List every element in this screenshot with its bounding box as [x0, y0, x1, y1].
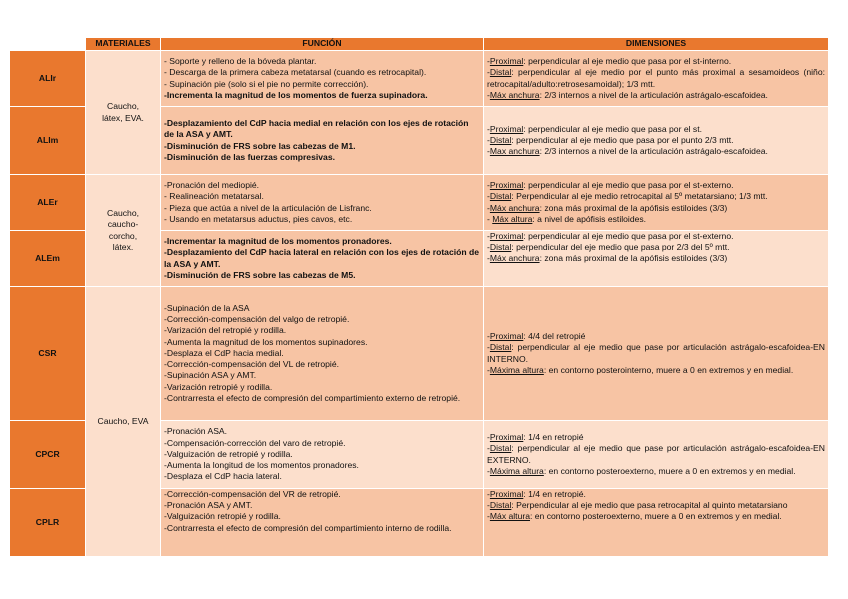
materials-cell — [86, 175, 161, 287]
function-cell — [161, 175, 484, 231]
dimension-line: -Distal: perpendicular al eje medio por el punto más proximal a sesamoideos (niño: retrocapital/adulto:retrosesamoidal); 1/3 mtt. — [487, 67, 825, 89]
function-line: -Desplazamiento del CdP hacia lateral en relación con los ejes de rotación de la ASA y AMT. — [164, 247, 480, 269]
function-line: - Soporte y relleno de la bóveda plantar. — [164, 56, 317, 67]
material-line: Caucho, EVA — [97, 415, 149, 426]
orthosis-table — [9, 37, 829, 557]
function-cell — [161, 489, 484, 557]
table-row-csr — [10, 287, 829, 421]
dimension-line: -Proximal: perpendicular al eje medio que pasa por el st-interno. — [487, 56, 732, 67]
header-row — [10, 38, 829, 51]
dimension-line: -Máxima altura: en contorno posteroexterno, muere a 0 en extremos y en medial. — [487, 465, 796, 476]
dimension-line: - Máx altura: a nivel de apófisis estiloides. — [487, 213, 647, 224]
function-line: - Descarga de la primera cabeza metatarsal (cuando es retrocapital). — [164, 67, 427, 78]
dimension-line: -Proximal: 1/4 en retropié — [487, 432, 584, 443]
dimension-line: -Max anchura: 2/3 internos a nivel de la articulación astrágalo-escafoidea. — [487, 146, 768, 157]
dimension-line: -Máx anchura: zona más proximal de la apófisis estiloides (3/3) — [487, 202, 728, 213]
function-line: -Desplaza el CdP hacia medial. — [164, 347, 284, 358]
dimension-line: -Máx anchura: 2/3 internos a nivel de la articulación astrágalo-escafoidea. — [487, 89, 768, 100]
dimension-line: -Distal: perpendicular al eje medio que pase por articulación astrágalo-escafoidea-EN EXTERNO. — [487, 443, 825, 465]
function-line: -Aumenta la longitud de los momentos pronadores. — [164, 460, 359, 471]
function-line: - Supinación pie (solo si el pie no permite corrección). — [164, 78, 369, 89]
row-code: CPCR — [10, 421, 86, 489]
material-line: caucho- — [107, 219, 139, 230]
function-line: - Usando en metatarsus aductus, pies cavos, etc. — [164, 213, 353, 224]
function-line: -Corrección-compensación del valgo de retropié. — [164, 314, 350, 325]
function-line: -Contrarresta el efecto de compresión del compartimiento externo de retropié. — [164, 392, 461, 403]
dimension-line: -Proximal: perpendicular al eje medio que pasa por el st-externo. — [487, 180, 734, 191]
dimensions-cell — [484, 489, 829, 557]
function-cell — [161, 107, 484, 175]
dimension-line: -Proximal: 1/4 en retropié. — [487, 489, 586, 499]
dimension-line: -Distal: perpendicular al eje medio que pase por articulación astrágalo-escafoidea-EN INTERNO. — [487, 342, 825, 364]
function-line: -Desplaza el CdP hacia lateral. — [164, 471, 282, 482]
function-line: -Compensación-corrección del varo de retropié. — [164, 437, 346, 448]
material-line: corcho, — [108, 230, 138, 241]
dimension-line: -Proximal: perpendicular al eje medio que pasa por el st. — [487, 123, 702, 134]
row-code: ALEm — [10, 231, 86, 287]
function-line: -Varización del retropié y rodilla. — [164, 325, 287, 336]
function-line: -Valguización de retropié y rodilla. — [164, 448, 293, 459]
function-line: -Corrección-compensación del VL de retropié. — [164, 359, 339, 370]
function-line: -Supinación de la ASA — [164, 303, 250, 314]
header-empty — [10, 38, 86, 51]
dimension-line: -Distal: perpendicular del eje medio que pasa por 2/3 del 5º mtt. — [487, 242, 730, 253]
function-line: -Pronación del mediopié. — [164, 180, 260, 191]
function-cell — [161, 51, 484, 107]
dimensions-cell — [484, 421, 829, 489]
dimensions-cell — [484, 175, 829, 231]
function-line: -Disminución de FRS sobre las cabezas de M1. — [164, 140, 356, 151]
row-code: CPLR — [10, 489, 86, 557]
function-line: -Desplazamiento del CdP hacia medial en relación con los ejes de rotación de la ASA y AMT. — [164, 118, 469, 140]
function-line: -Corrección-compensación del VR de retropié. — [164, 489, 341, 499]
function-line: -Valguización retropié y rodilla. — [164, 511, 281, 522]
dimension-line: -Distal: perpendicular al eje medio que pasa por el punto 2/3 mtt. — [487, 134, 734, 145]
dimension-line: -Proximal: perpendicular al eje medio que pasa por el st-externo. — [487, 231, 734, 241]
header-materiales: MATERIALES — [86, 38, 161, 51]
dimensions-cell — [484, 51, 829, 107]
header-funcion: FUNCIÓN — [161, 38, 484, 51]
function-line: -Supinación ASA y AMT. — [164, 370, 257, 381]
function-line: - Pieza que actúa a nivel de la articulación de Lisfranc. — [164, 202, 372, 213]
row-code: ALIm — [10, 107, 86, 175]
dimension-line: -Máx altura: en contorno posteroexterno, muere a 0 en extremos y en medial. — [487, 511, 782, 522]
function-line: -Disminución de FRS sobre las cabezas de M5. — [164, 269, 356, 280]
function-line: -Aumenta la magnitud de los momentos supinadores. — [164, 336, 368, 347]
function-line: -Incrementa la magnitud de los momentos de fuerza supinadora. — [164, 89, 428, 100]
function-line: -Pronación ASA. — [164, 426, 228, 437]
material-line: látex. — [112, 241, 134, 252]
dimensions-cell — [484, 287, 829, 421]
dimension-line: -Máxima altura: en contorno posterointerno, muere a 0 en extremos y en medial. — [487, 364, 794, 375]
materials-cell — [86, 51, 161, 175]
function-cell — [161, 287, 484, 421]
function-cell — [161, 231, 484, 287]
dimension-line: -Proximal: 4/4 del retropié — [487, 331, 586, 342]
row-code: CSR — [10, 287, 86, 421]
function-line: -Contrarresta el efecto de compresión del compartimiento interno de rodilla. — [164, 522, 452, 533]
dimension-line: -Distal: Perpendicular al eje medio retrocapital al 5º metatarsiano; 1/3 mtt. — [487, 191, 768, 202]
dimensions-cell — [484, 107, 829, 175]
function-cell — [161, 421, 484, 489]
row-code: ALIr — [10, 51, 86, 107]
table-row-alir — [10, 51, 829, 107]
material-line: látex, EVA. — [102, 112, 144, 123]
row-code: ALEr — [10, 175, 86, 231]
dimensions-cell — [484, 231, 829, 287]
material-line: Caucho, — [106, 208, 139, 219]
function-line: -Incrementar la magnitud de los momentos pronadores. — [164, 236, 392, 247]
header-dimensiones: DIMENSIONES — [484, 38, 829, 51]
material-line: Caucho, — [106, 101, 139, 112]
materials-cell — [86, 287, 161, 557]
function-line: -Varización retropié y rodilla. — [164, 381, 273, 392]
table-row-aler — [10, 175, 829, 231]
dimension-line: -Distal: Perpendicular al eje medio que pasa retrocapital al quinto metatarsiano — [487, 500, 788, 511]
function-line: -Disminución de las fuerzas compresivas. — [164, 151, 335, 162]
function-line: -Pronación ASA y AMT. — [164, 500, 253, 511]
function-line: - Realineación metatarsal. — [164, 191, 264, 202]
dimension-line: -Máx anchura: zona más proximal de la apófisis estiloides (3/3) — [487, 253, 728, 264]
